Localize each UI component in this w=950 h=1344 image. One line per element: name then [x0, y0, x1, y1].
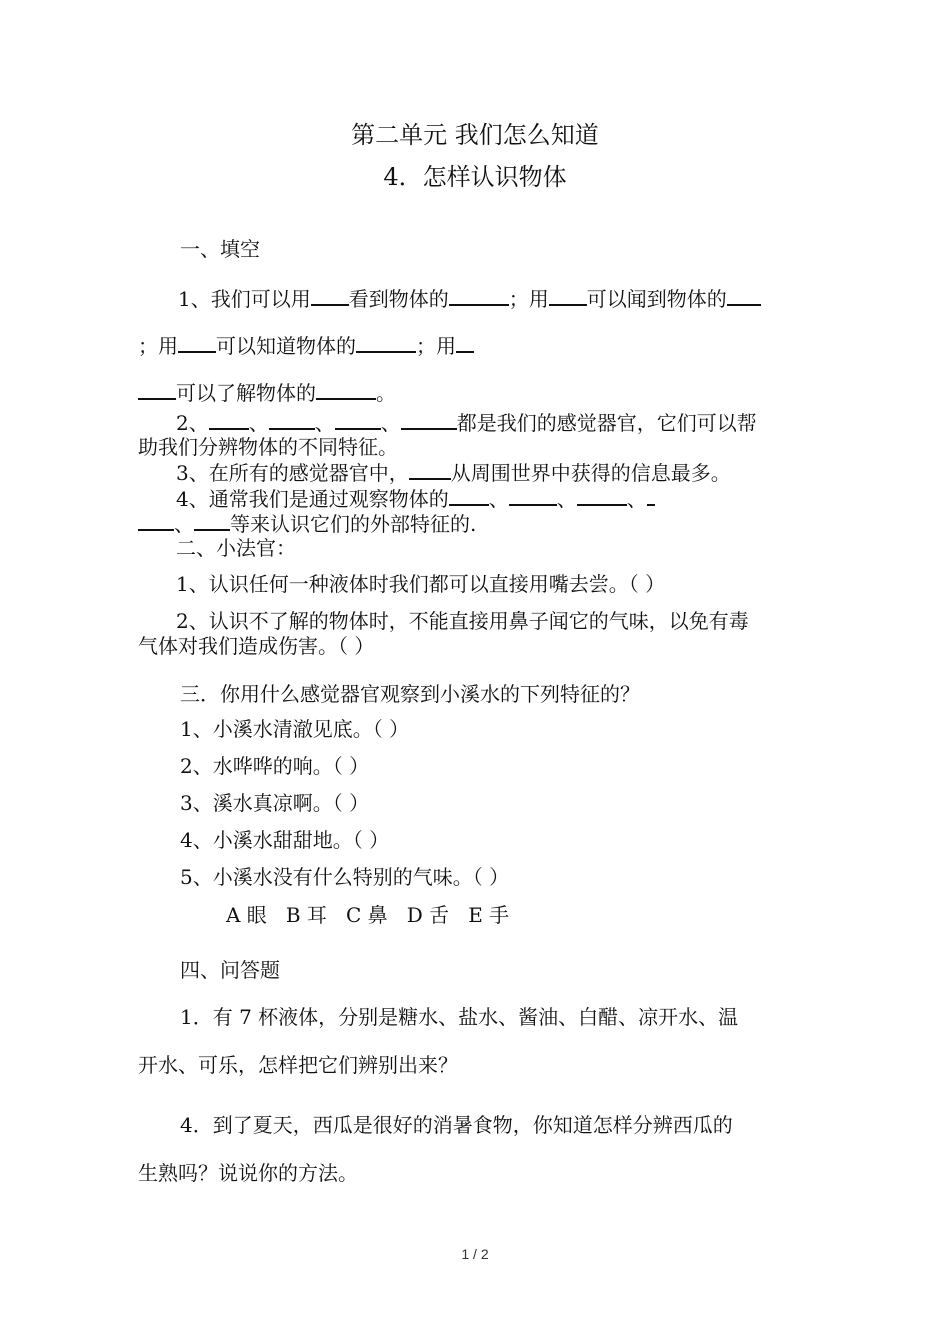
q1-text: ；用: [138, 334, 178, 358]
answer-blank[interactable]: [178, 333, 216, 353]
section-heading-qa: 四、问答题: [180, 958, 280, 982]
answer-blank[interactable]: [401, 410, 457, 430]
answer-blank[interactable]: [138, 380, 176, 400]
senses-item: 4、小溪水甜甜地。（ ）: [180, 828, 390, 852]
separator: 、: [488, 487, 509, 511]
answer-blank[interactable]: [311, 286, 349, 306]
answer-blank[interactable]: [409, 460, 451, 480]
qa-item: 4．到了夏天，西瓜是很好的消暑食物，你知道怎样分辨西瓜的: [180, 1113, 733, 1137]
separator: 、: [626, 487, 647, 511]
judge-item: 1、认识任何一种液体时我们都可以直接用嘴去尝。（ ）: [176, 572, 666, 596]
answer-blank[interactable]: [138, 511, 174, 531]
separator: 、: [556, 487, 577, 511]
question-1-line-2: [138, 333, 474, 358]
q1-text: ；用: [508, 287, 549, 311]
question-2-line-1: [176, 410, 757, 435]
separator: 、: [314, 411, 335, 435]
separator: 、: [248, 411, 269, 435]
q1-text: 。: [376, 381, 396, 405]
page-number: 1 / 2: [461, 1246, 489, 1262]
qa-item-continued: 生熟吗？说说你的方法。: [138, 1161, 358, 1185]
answer-blank[interactable]: [316, 380, 376, 400]
separator: 、: [174, 512, 194, 536]
q3-text: 3、在所有的感觉器官中，: [176, 461, 409, 485]
answer-blank[interactable]: [727, 286, 761, 306]
qa-item: 1．有 7 杯液体，分别是糖水、盐水、酱油、白醋、凉开水、温: [180, 1005, 739, 1029]
unit-title: 第二单元 我们怎么知道: [351, 121, 599, 149]
section-heading-senses: 三．你用什么感觉器官观察到小溪水的下列特征的？: [180, 682, 640, 706]
q1-text: 可以了解物体的: [176, 381, 316, 405]
answer-blank[interactable]: [577, 486, 627, 506]
question-1-line-3: [138, 380, 396, 405]
answer-blank[interactable]: [449, 486, 489, 506]
answer-blank[interactable]: [194, 511, 230, 531]
q1-text: 可以闻到物体的: [586, 287, 727, 311]
senses-item: 1、小溪水清澈见底。（ ）: [180, 717, 410, 741]
section-heading-judge: 二、小法官：: [176, 536, 296, 560]
answer-blank[interactable]: [509, 486, 557, 506]
question-2-line-2: 助我们分辨物体的不同特征。: [138, 435, 398, 459]
q2-text: 2、: [176, 411, 209, 435]
answer-blank[interactable]: [335, 410, 381, 430]
answer-blank[interactable]: [209, 410, 249, 430]
q1-text: ；用: [416, 334, 456, 358]
answer-blank[interactable]: [647, 486, 655, 506]
section-heading-fill-blank: 一、填空: [180, 237, 260, 261]
judge-item: 2、认识不了解的物体时，不能直接用鼻子闻它的气味，以免有毒: [176, 609, 749, 633]
judge-item-continued: 气体对我们造成伤害。（ ）: [138, 634, 375, 658]
senses-item: 2、水哗哗的响。（ ）: [180, 754, 370, 778]
answer-blank[interactable]: [356, 333, 416, 353]
question-3: [176, 460, 731, 485]
q1-text: 1、我们可以用: [178, 287, 311, 311]
q3-text: 从周围世界中获得的信息最多。: [450, 461, 731, 485]
answer-blank[interactable]: [449, 286, 509, 306]
q1-text: 看到物体的: [348, 287, 449, 311]
question-1-line-1: [178, 286, 761, 311]
q4-text: 4、通常我们是通过观察物体的: [176, 487, 449, 511]
lesson-title: 4．怎样认识物体: [383, 163, 567, 191]
q4-text: 等来认识它们的外部特征的.: [230, 512, 477, 536]
q1-text: 可以知道物体的: [216, 334, 356, 358]
question-4-line-2: [138, 511, 476, 536]
senses-item: 5、小溪水没有什么特别的气味。（ ）: [180, 865, 510, 889]
answer-blank[interactable]: [456, 333, 474, 353]
senses-item: 3、溪水真凉啊。（ ）: [180, 791, 370, 815]
answer-blank[interactable]: [269, 410, 315, 430]
answer-blank[interactable]: [549, 286, 587, 306]
question-4-line-1: [176, 486, 655, 511]
qa-item-continued: 开水、可乐，怎样把它们辨别出来？: [138, 1053, 458, 1077]
answer-options: A 眼 B 耳 C 鼻 D 舌 E 手: [226, 903, 510, 927]
separator: 、: [380, 411, 401, 435]
q2-text: 都是我们的感觉器官，它们可以帮: [456, 411, 757, 435]
